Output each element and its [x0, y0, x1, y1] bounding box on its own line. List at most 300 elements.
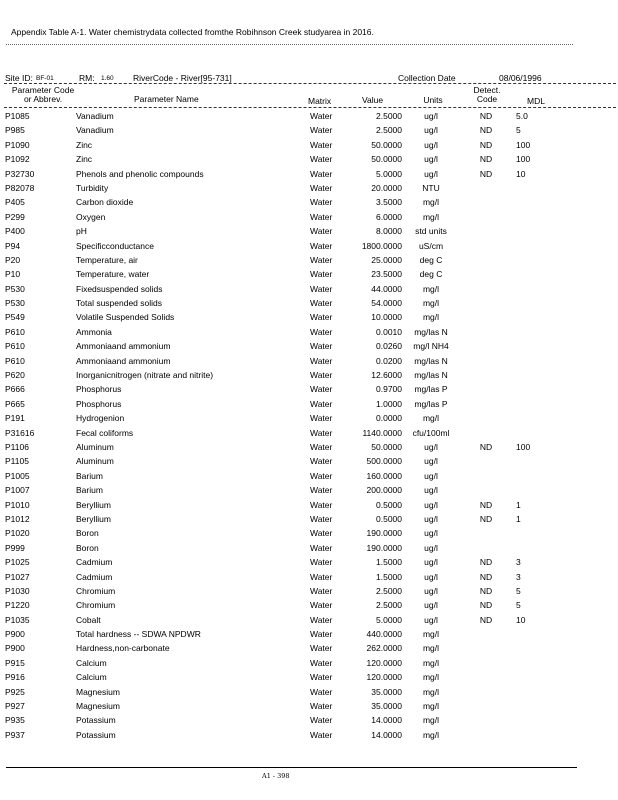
cell-units: cfu/100ml: [412, 427, 450, 438]
cell-param-name: Beryllium: [76, 513, 111, 524]
cell-param-name: Vanadium: [76, 111, 114, 121]
cell-units: ug/l: [424, 499, 438, 510]
cell-value: 0.9700: [376, 384, 402, 395]
cell-param-code: P32730: [5, 168, 35, 179]
table-row: [0, 210, 618, 224]
cell-units: ug/l: [424, 168, 438, 179]
header-units: Units: [423, 95, 443, 105]
cell-param-code: P1220: [5, 600, 30, 611]
cell-param-code: P1085: [5, 111, 30, 121]
cell-detect-code: ND: [479, 614, 493, 625]
cell-mdl: 100: [516, 154, 531, 165]
header-mdl: MDL: [527, 96, 545, 106]
cell-param-code: P900: [5, 629, 25, 640]
table-row: [0, 440, 618, 454]
cell-param-name: Boron: [76, 528, 99, 539]
cell-detect-code: ND: [479, 111, 493, 121]
cell-matrix: Water: [310, 111, 333, 121]
cell-param-code: P400: [5, 226, 25, 237]
cell-matrix: Water: [310, 441, 333, 452]
cell-matrix: Water: [310, 370, 333, 381]
cell-value: 500.0000: [366, 456, 402, 467]
footer-rule: [6, 767, 577, 768]
cell-value: 190.0000: [366, 528, 402, 539]
cell-param-code: P1027: [5, 571, 30, 582]
cell-param-code: P82078: [5, 182, 35, 193]
cell-matrix: Water: [310, 226, 333, 237]
table-row: [0, 123, 618, 137]
cell-detect-code: ND: [479, 513, 493, 524]
cell-matrix: Water: [310, 182, 333, 193]
cell-matrix: Water: [310, 528, 333, 539]
cell-param-name: Zinc: [76, 154, 93, 165]
cell-matrix: Water: [310, 715, 333, 726]
cell-param-code: P665: [5, 398, 25, 409]
cell-units: mg/l: [422, 729, 440, 740]
cell-units: deg C: [419, 269, 443, 280]
cell-value: 200.0000: [366, 485, 402, 496]
cell-param-code: P1030: [5, 585, 30, 596]
cell-matrix: Water: [310, 470, 333, 481]
cell-detect-code: ND: [479, 600, 493, 611]
cell-value: 50.0000: [371, 154, 402, 165]
cell-units: mg/l: [422, 629, 440, 640]
table-row: [0, 512, 618, 526]
cell-matrix: Water: [310, 542, 333, 553]
cell-param-name: Vanadium: [76, 125, 114, 136]
cell-value: 0.5000: [376, 499, 402, 510]
cell-value: 3.5000: [376, 197, 402, 208]
cell-units: ug/l: [424, 600, 438, 611]
cell-param-code: P927: [5, 701, 25, 712]
cell-param-code: P610: [5, 341, 25, 352]
cell-matrix: Water: [310, 413, 333, 424]
cell-matrix: Water: [310, 701, 333, 712]
cell-matrix: Water: [310, 240, 333, 251]
cell-param-code: P94: [5, 240, 21, 251]
collection-date-label: Collection Date: [398, 73, 456, 83]
cell-units: ug/l: [424, 139, 438, 150]
cell-units: ug/l: [424, 585, 438, 596]
table-row: [0, 354, 618, 368]
cell-param-name: Ammoniaand ammonium: [76, 341, 171, 352]
header-value: Value: [362, 95, 384, 105]
cell-units: mg/l: [422, 657, 440, 668]
cell-value: 6.0000: [376, 211, 402, 222]
cell-value: 1800.0000: [361, 240, 402, 251]
cell-detect-code: ND: [479, 139, 493, 150]
table-row: [0, 224, 618, 238]
cell-mdl: 5: [516, 600, 521, 611]
cell-matrix: Water: [310, 427, 333, 438]
rm-value: 1.60: [101, 75, 114, 82]
cell-units: mg/l: [422, 197, 440, 208]
cell-matrix: Water: [310, 168, 333, 179]
cell-matrix: Water: [310, 355, 333, 366]
cell-value: 2.5000: [376, 585, 402, 596]
cell-matrix: Water: [310, 197, 333, 208]
cell-matrix: Water: [310, 672, 333, 683]
cell-units: mg/las P: [414, 398, 448, 409]
cell-units: mg/l: [422, 283, 440, 294]
cell-units: ug/l: [424, 513, 438, 524]
cell-param-code: P1007: [5, 485, 30, 496]
header-detect-line2: Code: [476, 94, 498, 104]
cell-value: 12.6000: [371, 370, 402, 381]
cell-param-name: Aluminum: [76, 441, 114, 452]
header-divider-bottom: [4, 107, 616, 108]
cell-param-code: P20: [5, 254, 21, 265]
page-number: A1 - 398: [262, 772, 290, 780]
cell-param-name: Cadmium: [76, 571, 113, 582]
cell-value: 120.0000: [366, 672, 402, 683]
cell-units: mg/las N: [414, 370, 448, 381]
cell-param-code: P191: [5, 413, 25, 424]
cell-param-code: P916: [5, 672, 25, 683]
cell-matrix: Water: [310, 513, 333, 524]
cell-units: ug/l: [424, 441, 438, 452]
table-row: [0, 339, 618, 353]
cell-units: mg/las P: [414, 384, 448, 395]
cell-param-name: Calcium: [76, 657, 107, 668]
rm-label: RM:: [79, 73, 95, 83]
cell-units: ug/l: [424, 528, 438, 539]
cell-value: 5.0000: [376, 614, 402, 625]
cell-detect-code: ND: [479, 125, 493, 136]
cell-value: 2.5000: [376, 600, 402, 611]
cell-units: ug/l: [424, 557, 438, 568]
cell-detect-code: ND: [479, 154, 493, 165]
cell-param-name: Magnesium: [76, 686, 120, 697]
table-row: [0, 454, 618, 468]
table-caption: Appendix Table A-1. Water chemistrydata collected fromthe Robihnson Creek studyarea in 2016.: [11, 27, 374, 37]
cell-mdl: 5: [516, 585, 521, 596]
table-row: [0, 728, 618, 742]
caption-divider: [6, 44, 573, 45]
cell-detect-code: ND: [479, 571, 493, 582]
cell-value: 2.5000: [376, 125, 402, 136]
cell-value: 0.0200: [376, 355, 402, 366]
table-row: [0, 368, 618, 382]
cell-detect-code: ND: [479, 441, 493, 452]
cell-matrix: Water: [310, 629, 333, 640]
cell-units: uS/cm: [418, 240, 444, 251]
table-row: [0, 526, 618, 540]
cell-param-name: Total suspended solids: [76, 298, 163, 309]
cell-matrix: Water: [310, 485, 333, 496]
cell-matrix: Water: [310, 398, 333, 409]
collection-date-value: 08/06/1996: [499, 73, 542, 83]
table-row: [0, 469, 618, 483]
table-row: [0, 296, 618, 310]
cell-param-name: Total hardness -- SDWA NPDWR: [76, 629, 201, 640]
cell-param-code: P937: [5, 729, 25, 740]
cell-units: mg/l: [422, 413, 440, 424]
header-param-code: [7, 86, 79, 104]
cell-param-name: Aluminum: [76, 456, 114, 467]
table-row: [0, 670, 618, 684]
cell-value: 1.5000: [376, 571, 402, 582]
cell-param-code: P530: [5, 283, 25, 294]
cell-mdl: 10: [516, 614, 526, 625]
cell-value: 23.5000: [371, 269, 402, 280]
cell-value: 1140.0000: [362, 427, 402, 438]
cell-param-code: P299: [5, 211, 25, 222]
cell-param-code: P1010: [5, 499, 30, 510]
table-row: [0, 555, 618, 569]
header-divider-top: [4, 83, 616, 84]
table-row: [0, 397, 618, 411]
cell-param-name: Hydrogenion: [76, 413, 125, 424]
cell-param-name: Temperature, air: [76, 254, 138, 265]
cell-value: 54.0000: [371, 298, 402, 309]
cell-param-name: Phosphorus: [76, 384, 122, 395]
table-row: [0, 498, 618, 512]
cell-value: 2.5000: [376, 111, 402, 121]
cell-units: ug/l: [424, 111, 438, 121]
cell-units: ug/l: [424, 470, 438, 481]
table-row: [0, 627, 618, 641]
cell-matrix: Water: [310, 729, 333, 740]
cell-param-code: P549: [5, 312, 25, 323]
cell-param-code: P610: [5, 326, 25, 337]
cell-param-code: P1106: [5, 441, 29, 452]
cell-param-code: P666: [5, 384, 25, 395]
cell-param-name: Cadmium: [76, 557, 113, 568]
cell-matrix: Water: [310, 614, 333, 625]
cell-units: mg/l: [422, 672, 440, 683]
cell-param-name: Hardness,non-carbonate: [76, 643, 170, 654]
cell-param-name: Volatile Suspended Solids: [76, 312, 175, 323]
table-row: [0, 310, 618, 324]
table-row: [0, 656, 618, 670]
cell-param-name: Potassium: [76, 715, 116, 726]
table-row: [0, 426, 618, 440]
table-row: [0, 598, 618, 612]
cell-param-code: P1005: [5, 470, 30, 481]
cell-param-code: P900: [5, 643, 25, 654]
cell-param-name: Ammoniaand ammonium: [76, 355, 171, 366]
cell-units: mg/las N: [414, 355, 448, 366]
cell-units: ug/l: [424, 154, 438, 165]
cell-matrix: Water: [310, 585, 333, 596]
header-detect-code: [470, 86, 504, 104]
table-row: [0, 411, 618, 425]
cell-value: 8.0000: [376, 226, 402, 237]
cell-param-code: P31616: [5, 427, 35, 438]
site-id-label: Site ID:: [5, 73, 33, 83]
cell-matrix: Water: [310, 499, 333, 510]
cell-units: mg/l: [422, 298, 440, 309]
cell-mdl: 1: [516, 513, 521, 524]
cell-param-code: P1020: [5, 528, 30, 539]
table-row: [0, 699, 618, 713]
table-row: [0, 685, 618, 699]
cell-param-name: Phenols and phenolic compounds: [76, 168, 204, 179]
cell-value: 10.0000: [371, 312, 402, 323]
data-table-body: [0, 109, 618, 742]
river-code: RiverCode - River[95-731]: [133, 73, 232, 83]
cell-param-code: P530: [5, 298, 25, 309]
cell-param-name: Potassium: [76, 729, 116, 740]
table-row: [0, 195, 618, 209]
cell-matrix: Water: [310, 154, 333, 165]
table-row: [0, 239, 618, 253]
cell-matrix: Water: [310, 312, 333, 323]
header-param-name: Parameter Name: [134, 94, 199, 104]
cell-matrix: Water: [310, 643, 333, 654]
cell-detect-code: ND: [479, 585, 493, 596]
cell-param-name: Turbidity: [76, 182, 109, 193]
cell-param-name: Beryllium: [76, 499, 111, 510]
table-row: [0, 713, 618, 727]
cell-param-name: Inorganicnitrogen (nitrate and nitrite): [76, 370, 214, 381]
cell-matrix: Water: [310, 384, 333, 395]
cell-param-code: P935: [5, 715, 25, 726]
cell-param-name: Cobalt: [76, 614, 101, 625]
cell-param-name: Oxygen: [76, 211, 106, 222]
cell-value: 44.0000: [371, 283, 402, 294]
cell-value: 0.0010: [376, 326, 402, 337]
cell-param-code: P1012: [5, 513, 30, 524]
cell-param-name: Barium: [76, 485, 103, 496]
cell-mdl: 5: [516, 125, 521, 136]
cell-matrix: Water: [310, 657, 333, 668]
cell-units: std units: [415, 226, 447, 237]
cell-value: 35.0000: [371, 701, 402, 712]
cell-param-name: Carbon dioxide: [76, 197, 134, 208]
table-row: [0, 138, 618, 152]
cell-matrix: Water: [310, 254, 333, 265]
header-matrix: Matrix: [308, 96, 332, 106]
table-row: [0, 109, 618, 123]
table-row: [0, 267, 618, 281]
cell-param-name: pH: [76, 226, 87, 237]
cell-param-name: Calcium: [76, 672, 107, 683]
cell-mdl: 5.0: [516, 111, 528, 121]
cell-mdl: 10: [516, 168, 526, 179]
cell-param-name: Fecal coliforms: [76, 427, 134, 438]
cell-units: ug/l: [424, 542, 438, 553]
cell-matrix: Water: [310, 557, 333, 568]
cell-param-code: P1090: [5, 139, 30, 150]
header-param-code-line1: Parameter Code: [11, 85, 75, 95]
cell-value: 14.0000: [371, 729, 402, 740]
table-row: [0, 325, 618, 339]
cell-value: 14.0000: [371, 715, 402, 726]
cell-value: 5.0000: [376, 168, 402, 179]
cell-param-code: P620: [5, 370, 25, 381]
cell-value: 1.5000: [376, 557, 402, 568]
table-row: [0, 613, 618, 627]
cell-mdl: 1: [516, 499, 521, 510]
cell-param-code: P915: [5, 657, 25, 668]
cell-mdl: 100: [516, 441, 531, 452]
cell-param-code: P985: [5, 125, 25, 136]
cell-matrix: Water: [310, 211, 333, 222]
table-row: [0, 282, 618, 296]
cell-value: 440.0000: [366, 629, 402, 640]
cell-param-code: P1105: [5, 456, 29, 467]
table-row: [0, 167, 618, 181]
cell-value: 50.0000: [371, 139, 402, 150]
cell-value: 50.0000: [371, 441, 402, 452]
cell-units: mg/l: [422, 643, 440, 654]
cell-matrix: Water: [310, 686, 333, 697]
cell-matrix: Water: [310, 139, 333, 150]
cell-value: 0.5000: [376, 513, 402, 524]
cell-detect-code: ND: [479, 168, 493, 179]
cell-value: 20.0000: [371, 182, 402, 193]
cell-value: 0.0000: [376, 413, 402, 424]
cell-param-name: Chromium: [76, 600, 116, 611]
cell-param-name: Fixedsuspended solids: [76, 283, 163, 294]
table-row: [0, 152, 618, 166]
table-row: [0, 570, 618, 584]
cell-mdl: 3: [516, 557, 521, 568]
table-row: [0, 483, 618, 497]
cell-units: mg/l NH4: [413, 341, 449, 352]
cell-value: 190.0000: [366, 542, 402, 553]
cell-matrix: Water: [310, 125, 333, 136]
cell-units: mg/l: [422, 701, 440, 712]
cell-value: 25.0000: [371, 254, 402, 265]
table-row: [0, 541, 618, 555]
cell-param-code: P610: [5, 355, 25, 366]
cell-value: 120.0000: [366, 657, 402, 668]
cell-matrix: Water: [310, 298, 333, 309]
cell-value: 0.0260: [376, 341, 402, 352]
cell-param-code: P1025: [5, 557, 30, 568]
cell-matrix: Water: [310, 571, 333, 582]
cell-param-name: Ammonia: [76, 326, 112, 337]
cell-param-name: Barium: [76, 470, 103, 481]
table-row: [0, 641, 618, 655]
cell-units: mg/las N: [414, 326, 448, 337]
cell-param-name: Chromium: [76, 585, 116, 596]
cell-units: ug/l: [424, 614, 438, 625]
cell-detect-code: ND: [479, 557, 493, 568]
cell-matrix: Water: [310, 326, 333, 337]
cell-value: 35.0000: [371, 686, 402, 697]
cell-param-code: P1092: [5, 154, 30, 165]
cell-matrix: Water: [310, 341, 333, 352]
cell-detect-code: ND: [479, 499, 493, 510]
cell-param-name: Boron: [76, 542, 99, 553]
cell-param-code: P925: [5, 686, 25, 697]
cell-matrix: Water: [310, 283, 333, 294]
cell-param-name: Zinc: [76, 139, 93, 150]
cell-value: 262.0000: [366, 643, 402, 654]
cell-param-name: Specificconductance: [76, 240, 154, 251]
cell-param-name: Phosphorus: [76, 398, 122, 409]
cell-units: ug/l: [424, 125, 438, 136]
table-row: [0, 181, 618, 195]
cell-param-code: P999: [5, 542, 25, 553]
table-row: [0, 382, 618, 396]
cell-units: ug/l: [424, 485, 438, 496]
cell-units: mg/l: [422, 686, 440, 697]
cell-param-code: P10: [5, 269, 21, 280]
cell-units: mg/l: [422, 312, 440, 323]
cell-matrix: Water: [310, 269, 333, 280]
cell-units: mg/l: [422, 715, 440, 726]
cell-param-name: Magnesium: [76, 701, 120, 712]
cell-matrix: Water: [310, 456, 333, 467]
cell-units: ug/l: [424, 456, 438, 467]
cell-units: NTU: [422, 182, 440, 193]
cell-mdl: 3: [516, 571, 521, 582]
